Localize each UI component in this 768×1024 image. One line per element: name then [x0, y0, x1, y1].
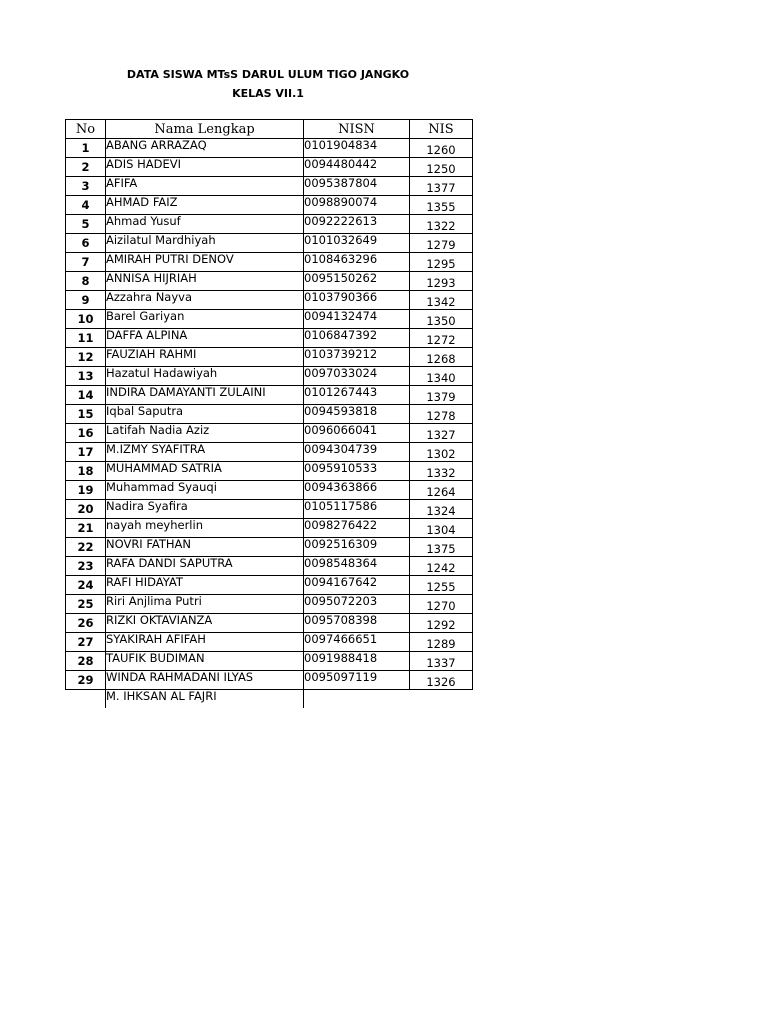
- cell-no: 10: [66, 310, 106, 329]
- cell-name: M. IHKSAN AL FAJRI: [106, 690, 304, 709]
- table-row: [66, 291, 473, 310]
- cell-name: Muhammad Syauqi: [106, 481, 304, 500]
- cell-no: 21: [66, 519, 106, 538]
- cell-nisn: 0108463296: [304, 253, 410, 272]
- cell-nis: 1289: [410, 633, 473, 652]
- table-row-extra: [66, 690, 473, 709]
- cell-no: 5: [66, 215, 106, 234]
- cell-nis: 1375: [410, 538, 473, 557]
- cell-nisn: 0094132474: [304, 310, 410, 329]
- cell-name: Azzahra Nayva: [106, 291, 304, 310]
- table-row: [66, 614, 473, 633]
- cell-name: Latifah Nadia Aziz: [106, 424, 304, 443]
- cell-no: 18: [66, 462, 106, 481]
- table-row: [66, 177, 473, 196]
- cell-nis: 1255: [410, 576, 473, 595]
- cell-nisn: 0098548364: [304, 557, 410, 576]
- student-table: [65, 119, 473, 708]
- cell-nis: 1322: [410, 215, 473, 234]
- cell-no: 20: [66, 500, 106, 519]
- table-row: [66, 481, 473, 500]
- cell-no: 24: [66, 576, 106, 595]
- cell-name: AFIFA: [106, 177, 304, 196]
- cell-nis: 1278: [410, 405, 473, 424]
- cell-no: 4: [66, 196, 106, 215]
- table-row: [66, 348, 473, 367]
- table-row: [66, 633, 473, 652]
- cell-nisn: 0094304739: [304, 443, 410, 462]
- cell-nisn: 0095072203: [304, 595, 410, 614]
- cell-nisn: 0091988418: [304, 652, 410, 671]
- cell-nis: 1242: [410, 557, 473, 576]
- cell-nisn: 0105117586: [304, 500, 410, 519]
- cell-nisn: 0094167642: [304, 576, 410, 595]
- cell-name: SYAKIRAH AFIFAH: [106, 633, 304, 652]
- table-row: [66, 405, 473, 424]
- class-label: KELAS VII.1: [232, 87, 304, 100]
- cell-nisn: 0092516309: [304, 538, 410, 557]
- cell-nis: 1304: [410, 519, 473, 538]
- cell-nis: 1295: [410, 253, 473, 272]
- cell-no: 19: [66, 481, 106, 500]
- cell-nis: 1324: [410, 500, 473, 519]
- cell-name: RAFA DANDI SAPUTRA: [106, 557, 304, 576]
- cell-name: AMIRAH PUTRI DENOV: [106, 253, 304, 272]
- cell-nis: 1337: [410, 652, 473, 671]
- cell-nisn: 0103790366: [304, 291, 410, 310]
- cell-nis: 1270: [410, 595, 473, 614]
- cell-nisn: 0095097119: [304, 671, 410, 690]
- table-row: [66, 310, 473, 329]
- cell-nis: [410, 690, 473, 709]
- cell-no: 17: [66, 443, 106, 462]
- cell-nis: 1342: [410, 291, 473, 310]
- cell-nis: 1264: [410, 481, 473, 500]
- cell-name: MUHAMMAD SATRIA: [106, 462, 304, 481]
- table-row: [66, 139, 473, 158]
- cell-no: 15: [66, 405, 106, 424]
- table-row: [66, 367, 473, 386]
- cell-no: 6: [66, 234, 106, 253]
- cell-no: 14: [66, 386, 106, 405]
- cell-name: Aizilatul Mardhiyah: [106, 234, 304, 253]
- table-row: [66, 158, 473, 177]
- table-row: [66, 424, 473, 443]
- cell-no: 29: [66, 671, 106, 690]
- table-row: [66, 196, 473, 215]
- cell-nisn: 0101032649: [304, 234, 410, 253]
- table-row: [66, 538, 473, 557]
- cell-nis: 1292: [410, 614, 473, 633]
- cell-name: NOVRI FATHAN: [106, 538, 304, 557]
- cell-no: 16: [66, 424, 106, 443]
- table-row: [66, 253, 473, 272]
- cell-no: 13: [66, 367, 106, 386]
- table-row: [66, 595, 473, 614]
- document-title: DATA SISWA MTsS DARUL ULUM TIGO JANGKO: [126, 68, 410, 81]
- cell-name: nayah meyherlin: [106, 519, 304, 538]
- cell-no: 26: [66, 614, 106, 633]
- table-row: [66, 386, 473, 405]
- cell-name: Riri Anjlima Putri: [106, 595, 304, 614]
- cell-name: FAUZIAH RAHMI: [106, 348, 304, 367]
- cell-nis: 1272: [410, 329, 473, 348]
- cell-no: 7: [66, 253, 106, 272]
- cell-nisn: 0094480442: [304, 158, 410, 177]
- column-header-no: No: [66, 120, 106, 139]
- cell-nisn: [304, 690, 410, 709]
- cell-nis: 1250: [410, 158, 473, 177]
- cell-nis: 1326: [410, 671, 473, 690]
- cell-name: DAFFA ALPINA: [106, 329, 304, 348]
- table-row: [66, 462, 473, 481]
- cell-nis: 1293: [410, 272, 473, 291]
- cell-nisn: 0097033024: [304, 367, 410, 386]
- cell-nis: 1377: [410, 177, 473, 196]
- cell-name: RIZKI OKTAVIANZA: [106, 614, 304, 633]
- cell-name: ADIS HADEVI: [106, 158, 304, 177]
- cell-nisn: 0098276422: [304, 519, 410, 538]
- cell-nis: 1268: [410, 348, 473, 367]
- table-row: [66, 443, 473, 462]
- cell-nisn: 0094593818: [304, 405, 410, 424]
- cell-nis: 1302: [410, 443, 473, 462]
- cell-no: 8: [66, 272, 106, 291]
- table-row: [66, 519, 473, 538]
- cell-no: [66, 690, 106, 709]
- cell-nisn: 0095708398: [304, 614, 410, 633]
- cell-name: ANNISA HIJRIAH: [106, 272, 304, 291]
- cell-no: 27: [66, 633, 106, 652]
- cell-nisn: 0101904834: [304, 139, 410, 158]
- cell-nis: 1327: [410, 424, 473, 443]
- cell-name: RAFI HIDAYAT: [106, 576, 304, 595]
- cell-no: 11: [66, 329, 106, 348]
- cell-name: Barel Gariyan: [106, 310, 304, 329]
- cell-no: 22: [66, 538, 106, 557]
- column-header-name: Nama Lengkap: [106, 120, 304, 139]
- cell-nisn: 0106847392: [304, 329, 410, 348]
- cell-no: 23: [66, 557, 106, 576]
- cell-name: Iqbal Saputra: [106, 405, 304, 424]
- cell-nisn: 0095150262: [304, 272, 410, 291]
- cell-no: 3: [66, 177, 106, 196]
- cell-name: Nadira Syafira: [106, 500, 304, 519]
- table-row: [66, 234, 473, 253]
- cell-no: 28: [66, 652, 106, 671]
- table-row: [66, 500, 473, 519]
- cell-nisn: 0095910533: [304, 462, 410, 481]
- cell-name: WINDA RAHMADANI ILYAS: [106, 671, 304, 690]
- cell-name: TAUFIK BUDIMAN: [106, 652, 304, 671]
- cell-name: Hazatul Hadawiyah: [106, 367, 304, 386]
- cell-nisn: 0095387804: [304, 177, 410, 196]
- table-row: [66, 652, 473, 671]
- cell-nis: 1340: [410, 367, 473, 386]
- cell-nisn: 0096066041: [304, 424, 410, 443]
- table-row: [66, 557, 473, 576]
- cell-name: AHMAD FAIZ: [106, 196, 304, 215]
- cell-nisn: 0098890074: [304, 196, 410, 215]
- cell-nis: 1332: [410, 462, 473, 481]
- cell-nis: 1379: [410, 386, 473, 405]
- table-header-row: [66, 120, 473, 139]
- cell-nisn: 0094363866: [304, 481, 410, 500]
- cell-name: M.IZMY SYAFITRA: [106, 443, 304, 462]
- cell-nisn: 0097466651: [304, 633, 410, 652]
- table-row: [66, 215, 473, 234]
- student-rows: [66, 139, 473, 690]
- cell-nisn: 0103739212: [304, 348, 410, 367]
- cell-nis: 1279: [410, 234, 473, 253]
- cell-name: Ahmad Yusuf: [106, 215, 304, 234]
- cell-nisn: 0092222613: [304, 215, 410, 234]
- table-row: [66, 272, 473, 291]
- table-row: [66, 671, 473, 690]
- cell-nis: 1350: [410, 310, 473, 329]
- cell-no: 1: [66, 139, 106, 158]
- table-row: [66, 576, 473, 595]
- cell-no: 9: [66, 291, 106, 310]
- cell-name: INDIRA DAMAYANTI ZULAINI: [106, 386, 304, 405]
- cell-nis: 1260: [410, 139, 473, 158]
- cell-name: ABANG ARRAZAQ: [106, 139, 304, 158]
- cell-nis: 1355: [410, 196, 473, 215]
- cell-no: 12: [66, 348, 106, 367]
- cell-no: 25: [66, 595, 106, 614]
- column-header-nis: NIS: [410, 120, 473, 139]
- cell-no: 2: [66, 158, 106, 177]
- column-header-nisn: NISN: [304, 120, 410, 139]
- table-row: [66, 329, 473, 348]
- cell-nisn: 0101267443: [304, 386, 410, 405]
